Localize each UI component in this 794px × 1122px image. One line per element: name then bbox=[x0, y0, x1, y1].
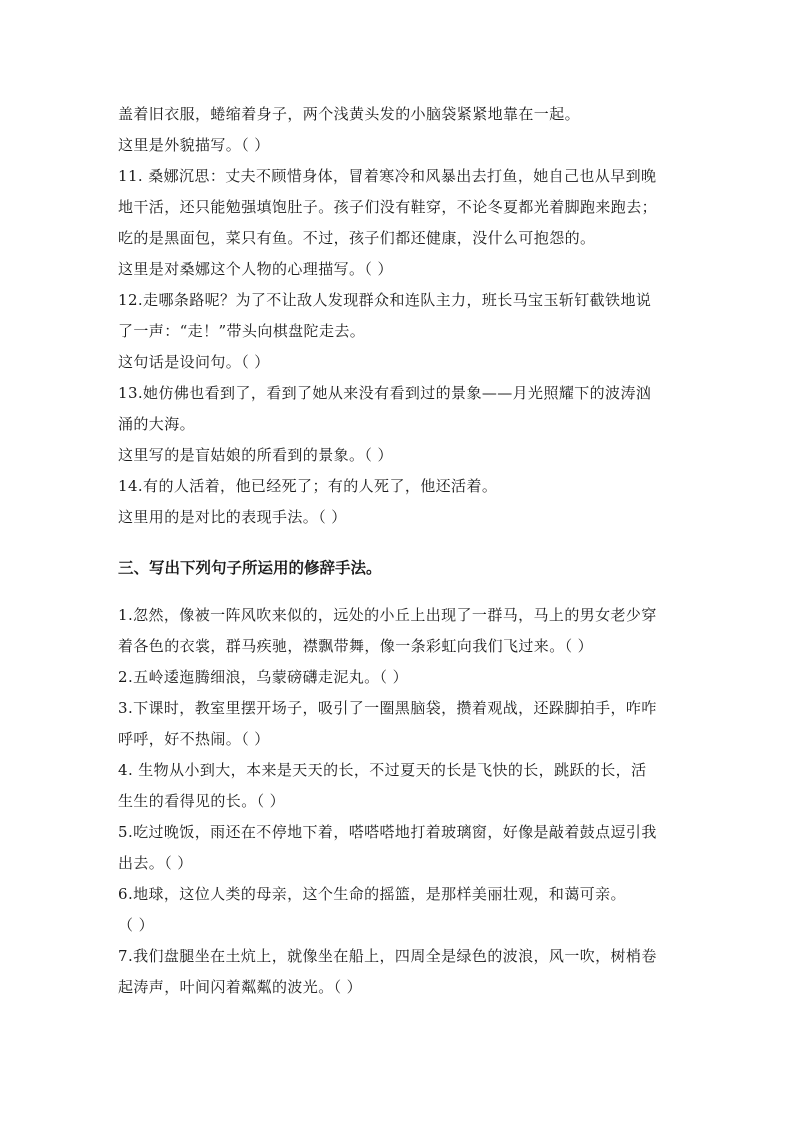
question-line: 13.她仿佛也看到了，看到了她从来没有看到过的景象——月光照耀下的波涛汹 bbox=[118, 384, 652, 402]
rhetoric-item-4 bbox=[118, 757, 678, 815]
question-line: 7.我们盘腿坐在土炕上，就像坐在船上，四周全是绿色的波浪，风一吹，树梢卷 bbox=[118, 947, 657, 965]
question-block-10 bbox=[118, 101, 678, 159]
question-line: 呼呼，好不热闹。（ ） bbox=[118, 730, 270, 748]
question-line: 12.走哪条路呢？为了不让敌人发现群众和连队主力，班长马宝玉斩钉截铁地说 bbox=[118, 291, 652, 309]
judgment-prompt: 这里是对桑娜这个人物的心理描写。（ ） bbox=[118, 260, 393, 278]
question-line: （ ） bbox=[118, 916, 154, 934]
question-block-13 bbox=[118, 380, 678, 469]
question-line: 11. 桑娜沉思：丈夫不顾惜身体，冒着寒冷和风暴出去打鱼，她自己也从早到晚 bbox=[118, 167, 657, 185]
question-line: 地干活，还只能勉强填饱肚子。孩子们没有鞋穿，不论冬夏都光着脚跑来跑去； bbox=[118, 198, 658, 216]
section-heading: 三、写出下列句子所运用的修辞手法。 bbox=[118, 559, 382, 577]
judgment-prompt: 这里是外貌描写。（ ） bbox=[118, 136, 270, 154]
question-line: 了一声：“走！”带头向棋盘陀走去。 bbox=[118, 322, 366, 340]
question-line: 3.下课时，教室里摆开场子，吸引了一圈黑脑袋，攒着观战，还跺脚拍手，咋咋 bbox=[118, 699, 657, 717]
worksheet-content bbox=[118, 101, 678, 1001]
question-block-12 bbox=[118, 287, 678, 376]
question-line: 出去。（ ） bbox=[118, 854, 193, 872]
rhetoric-item-7 bbox=[118, 943, 678, 1001]
question-line: 14.有的人活着，他已经死了；有的人死了，他还活着。 bbox=[118, 477, 498, 495]
rhetoric-item-1 bbox=[118, 602, 678, 660]
rhetoric-item-3 bbox=[118, 695, 678, 753]
question-line: 5.吃过晚饭，雨还在不停地下着，嗒嗒嗒地打着玻璃窗，好像是敲着鼓点逗引我 bbox=[118, 823, 657, 841]
question-line: 吃的是黑面包，菜只有鱼。不过，孩子们都还健康，没什么可抱怨的。 bbox=[118, 229, 596, 247]
question-line: 4. 生物从小到大，本来是天天的长，不过夏天的长是飞快的长，跳跃的长，活 bbox=[118, 761, 647, 779]
judgment-prompt: 这里用的是对比的表现手法。（ ） bbox=[118, 508, 347, 526]
judgment-prompt: 这里写的是盲姑娘的所看到的景象。（ ） bbox=[118, 446, 393, 464]
question-line: 涌的大海。 bbox=[118, 415, 196, 433]
rhetoric-item-2 bbox=[118, 664, 678, 691]
question-line: 起涛声，叶间闪着粼粼的波光。（ ） bbox=[118, 978, 363, 996]
question-block-14 bbox=[118, 473, 678, 531]
judgment-prompt: 这句话是设问句。（ ） bbox=[118, 353, 270, 371]
question-line: 2.五岭逶迤腾细浪，乌蒙磅礴走泥丸。（ ） bbox=[118, 668, 408, 686]
rhetoric-item-5 bbox=[118, 819, 678, 877]
rhetoric-item-6 bbox=[118, 881, 678, 939]
question-line: 6.地球，这位人类的母亲，这个生命的摇篮，是那样美丽壮观，和蔼可亲。 bbox=[118, 885, 626, 903]
question-line: 生生的看得见的长。（ ） bbox=[118, 792, 286, 810]
question-line: 着各色的衣裳，群马疾驰，襟飘带舞，像一条彩虹向我们飞过来。（ ） bbox=[118, 637, 594, 655]
question-block-11 bbox=[118, 163, 678, 283]
question-line: 1.忽然，像被一阵风吹来似的，远处的小丘上出现了一群马，马上的男女老少穿 bbox=[118, 606, 657, 624]
question-line: 盖着旧衣服，蜷缩着身子，两个浅黄头发的小脑袋紧紧地靠在一起。 bbox=[118, 105, 581, 123]
